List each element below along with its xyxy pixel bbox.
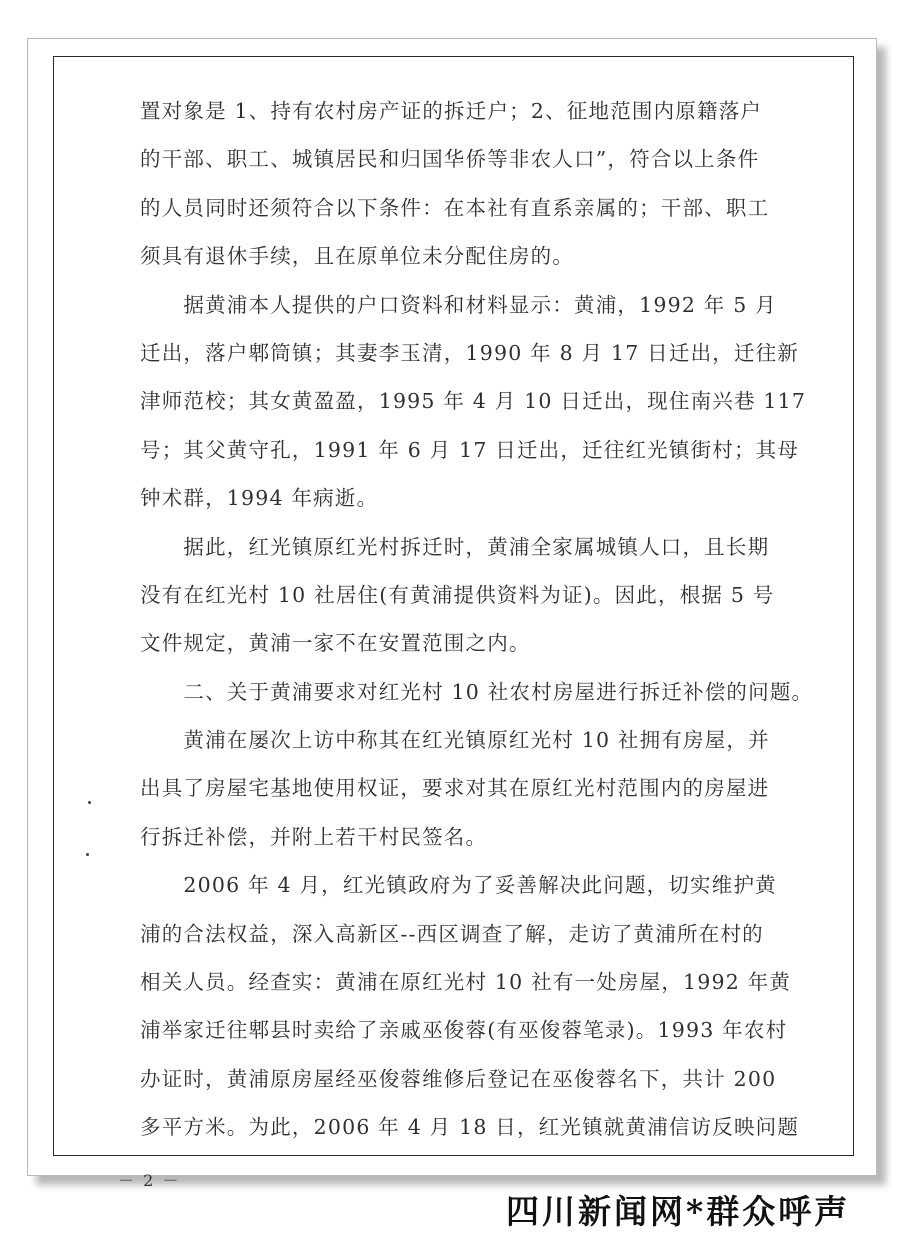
section-heading: 二、关于黄浦要求对红光村 10 社农村房屋进行拆迁补偿的问题。: [140, 679, 814, 704]
text-line: 相关人员。经查实：黄浦在原红光村 10 社有一处房屋，1992 年黄: [140, 970, 792, 995]
text-line: 津师范校；其女黄盈盈，1995 年 4 月 10 日迁出，现住南兴巷 117: [140, 389, 807, 414]
text-line: 浦举家迁往郫县时卖给了亲戚巫俊蓉(有巫俊蓉笔录)。1993 年农村: [140, 1018, 788, 1043]
text-line: 出具了房屋宅基地使用权证，要求对其在原红光村范围内的房屋进: [140, 776, 770, 801]
text-line: 行拆迁补偿，并附上若干村民签名。: [140, 824, 488, 849]
text-line: 的干部、职工、城镇居民和归国华侨等非农人口”，符合以上条件: [140, 147, 760, 172]
document-body: [140, 87, 854, 1152]
text-line: 迁出，落户郫筒镇；其妻李玉清，1990 年 8 月 17 日迁出，迁往新: [140, 340, 800, 365]
scan-speck: [86, 853, 89, 856]
text-line: 据此，红光镇原红光村拆迁时，黄浦全家属城镇人口，且长期: [140, 534, 770, 559]
scan-speck: [88, 801, 91, 804]
text-line: 钟术群，1994 年病逝。: [140, 486, 379, 511]
text-line: 2006 年 4 月，红光镇政府为了妥善解决此问题，切实维护黄: [140, 873, 777, 898]
text-line: 号；其父黄守孔，1991 年 6 月 17 日迁出，迁往红光镇街村；其母: [140, 437, 800, 462]
text-line: 办证时，黄浦原房屋经巫俊蓉维修后登记在巫俊蓉名下，共计 200: [140, 1066, 777, 1091]
text-line: 黄浦在屡次上访中称其在红光镇原红光村 10 社拥有房屋，并: [140, 728, 770, 753]
page-number: － 2 －: [118, 1171, 181, 1190]
text-line: 据黄浦本人提供的户口资料和材料显示：黄浦，1992 年 5 月: [140, 292, 777, 317]
text-line: 文件规定，黄浦一家不在安置范围之内。: [140, 631, 531, 656]
text-line: 没有在红光村 10 社居住(有黄浦提供资料为证)。因此，根据 5 号: [140, 582, 775, 607]
text-line: 须具有退休手续，且在原单位未分配住房的。: [140, 244, 574, 269]
text-line: 多平方米。为此，2006 年 4 月 18 日，红光镇就黄浦信访反映问题: [140, 1115, 800, 1140]
document-page: [53, 56, 854, 1156]
text-line: 置对象是 1、持有农村房产证的拆迁户；2、征地范围内原籍落户: [140, 99, 763, 123]
watermark-caption: 四川新闻网*群众呼声: [506, 1192, 851, 1231]
text-line: 的人员同时还须符合以下条件：在本社有直系亲属的；干部、职工: [140, 195, 770, 220]
text-line: 浦的合法权益，深入高新区--西区调查了解，走访了黄浦所在村的: [140, 921, 764, 946]
scan-frame: [27, 38, 877, 1190]
